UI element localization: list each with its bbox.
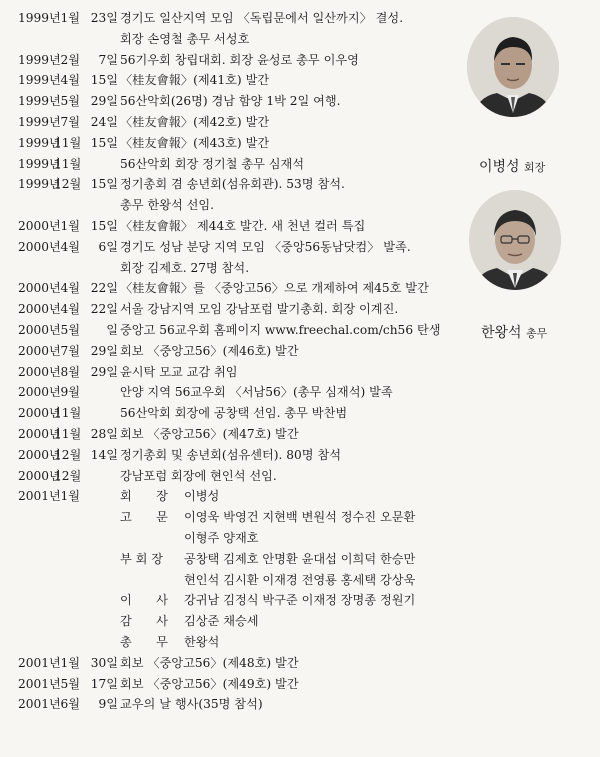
timeline-entry <box>18 674 478 695</box>
entry-date <box>18 362 120 383</box>
entry-year: 2000년 <box>18 218 61 233</box>
entry-month: 12월 <box>54 468 82 483</box>
entry-text: 윤시탁 모교 교감 취임 <box>120 364 238 379</box>
entry-text: 안양 지역 56교우회 〈서남56〉(총무 심재석) 발족 <box>120 385 393 400</box>
officer-names: 이병성 <box>184 489 220 504</box>
officer-row <box>120 590 478 611</box>
entry-month: 1월 <box>60 489 80 504</box>
entry-month: 8월 <box>60 364 80 379</box>
entry-text: 56산악회 회장 정기철 총무 심재석 <box>120 156 305 171</box>
timeline-entry <box>18 403 478 424</box>
entry-month: 7월 <box>60 343 80 358</box>
entry-day: 22일 <box>90 281 118 296</box>
timeline-entry <box>18 195 478 216</box>
officer-title <box>120 528 184 549</box>
entry-date <box>18 195 120 216</box>
entry-text: 56기우회 창립대회. 회장 윤성로 총무 이우영 <box>120 52 359 67</box>
entry-day: 23일 <box>90 11 118 25</box>
entry-day: 17일 <box>90 676 118 691</box>
entry-month: 11월 <box>54 406 82 421</box>
entry-text: 회장 김제호. 27명 참석. <box>120 260 250 275</box>
entry-date <box>18 237 120 258</box>
entry-day: 7일 <box>98 52 118 67</box>
entry-year: 1999년 <box>18 94 61 109</box>
entry-text: 총무 한왕석 선임. <box>120 198 215 213</box>
entry-date <box>18 8 120 29</box>
entry-day: 6일 <box>98 239 118 254</box>
entry-text: 서울 강남지역 모임 강남포럼 발기총회. 회장 이계진. <box>120 302 399 317</box>
timeline-entry <box>18 382 478 403</box>
timeline-entry <box>18 694 478 715</box>
entry-month: 5월 <box>60 94 80 109</box>
entry-text: 회보 〈중앙고56〉(제49호) 발간 <box>120 676 299 691</box>
entry-month: 1월 <box>60 218 80 233</box>
portrait-image <box>467 17 559 117</box>
entry-text: 〈桂友會報〉(제43호) 발간 <box>120 135 270 150</box>
entry-date <box>18 694 120 715</box>
officer-title: 부 회 장 <box>120 551 164 566</box>
portrait-image <box>469 190 561 290</box>
entry-date <box>18 50 120 71</box>
entry-day: 14일 <box>90 447 118 462</box>
entry-date <box>18 653 120 674</box>
entry-text: 〈桂友會報〉를 〈중앙고56〉으로 개제하여 제45호 발간 <box>120 281 429 296</box>
timeline-entry <box>18 8 478 29</box>
entry-year: 2001년 <box>18 676 61 691</box>
entry-year: 2001년 <box>18 655 61 670</box>
entry-day: 24일 <box>90 114 118 129</box>
entry-date <box>18 174 120 195</box>
officer-row <box>120 528 478 549</box>
entry-date <box>18 674 120 695</box>
secretary-caption <box>481 322 547 342</box>
entry-date <box>18 278 120 299</box>
officer-row <box>120 611 478 632</box>
entry-year: 2000년 <box>18 239 61 254</box>
entry-day: 15일 <box>90 177 118 192</box>
entry-day: 29일 <box>90 343 118 358</box>
timeline-entry <box>18 653 478 674</box>
entry-text: 경기도 일산지역 모임 〈독립문에서 일산까지〉 결성. <box>120 11 404 25</box>
president-photo <box>467 17 559 117</box>
officer-row <box>120 570 478 591</box>
officer-row <box>120 486 478 507</box>
entry-month: 4월 <box>60 239 80 254</box>
timeline-entry <box>18 91 478 112</box>
entry-date <box>18 466 120 487</box>
entry-year: 2000년 <box>18 385 61 400</box>
entry-date <box>18 70 120 91</box>
officer-row <box>120 549 478 570</box>
president-role: 회장 <box>524 161 546 174</box>
entry-year: 2000년 <box>18 281 61 296</box>
timeline-entry <box>18 486 478 507</box>
entry-year: 1999년 <box>18 156 61 171</box>
entry-month: 1월 <box>60 11 80 25</box>
entry-text: 〈桂友會報〉(제41호) 발간 <box>120 73 270 88</box>
timeline-entry <box>18 466 478 487</box>
entry-text: 중앙고 56교우회 홈페이지 www.freechal.com/ch56 탄생 <box>120 322 441 337</box>
entry-text: 회보 〈중앙고56〉(제47호) 발간 <box>120 426 299 441</box>
officer-names: 공창택 김제호 안명환 윤대섭 이희덕 한승만 <box>184 551 416 566</box>
entry-date <box>18 112 120 133</box>
entry-text: 〈桂友會報〉 제44호 발간. 새 천년 컬러 특집 <box>120 218 366 233</box>
entry-year: 1999년 <box>18 177 61 192</box>
entry-year: 1999년 <box>18 73 61 88</box>
entry-month: 4월 <box>60 281 80 296</box>
entry-month: 12월 <box>54 177 82 192</box>
entry-month: 5월 <box>60 676 80 691</box>
entry-month: 5월 <box>60 322 80 337</box>
timeline-entry <box>18 299 478 320</box>
entry-day: 15일 <box>90 73 118 88</box>
timeline <box>18 8 478 715</box>
timeline-entry <box>18 133 478 154</box>
entry-text: 56산악회(26명) 경남 함양 1박 2일 여행. <box>120 94 341 109</box>
entry-year: 1999년 <box>18 135 61 150</box>
entry-text: 경기도 성남 분당 지역 모임 〈중앙56동남닷컴〉 발족. <box>120 239 411 254</box>
entry-month: 12월 <box>54 447 82 462</box>
timeline-entry <box>18 362 478 383</box>
timeline-entry <box>18 216 478 237</box>
secretary-name: 한왕석 <box>481 325 522 341</box>
entry-year: 2000년 <box>18 322 61 337</box>
entry-month: 4월 <box>60 302 80 317</box>
entry-date <box>18 258 120 279</box>
entry-day: 22일 <box>90 302 118 317</box>
entry-year: 1999년 <box>18 52 61 67</box>
entry-text: 〈桂友會報〉(제42호) 발간 <box>120 114 270 129</box>
entry-day: 29일 <box>90 94 118 109</box>
entry-month: 11월 <box>54 135 82 150</box>
entry-day: 15일 <box>90 135 118 150</box>
entry-text: 회보 〈중앙고56〉(제48호) 발간 <box>120 655 299 670</box>
entry-day: 29일 <box>90 364 118 379</box>
entry-year: 1999년 <box>18 11 61 25</box>
entry-date <box>18 445 120 466</box>
timeline-entry <box>18 29 478 50</box>
entry-date <box>18 382 120 403</box>
entry-date <box>18 341 120 362</box>
entry-year: 2001년 <box>18 697 61 712</box>
entry-date <box>18 403 120 424</box>
entry-year: 2000년 <box>18 406 61 421</box>
entry-month: 2월 <box>60 52 80 67</box>
officer-names: 이형주 양재호 <box>184 530 259 545</box>
entry-date <box>18 320 120 341</box>
entry-month: 1월 <box>60 655 80 670</box>
entry-month: 11월 <box>54 156 82 171</box>
entry-month: 11월 <box>54 426 82 441</box>
timeline-entry <box>18 445 478 466</box>
entry-year: 2000년 <box>18 302 61 317</box>
president-name: 이병성 <box>479 159 520 175</box>
entry-text: 56산악회 회장에 공창택 선임. 총무 박찬범 <box>120 406 348 421</box>
timeline-entry <box>18 424 478 445</box>
timeline-entry <box>18 341 478 362</box>
entry-year: 2000년 <box>18 343 61 358</box>
timeline-entry <box>18 154 478 175</box>
entry-date <box>18 486 120 507</box>
officer-row <box>120 632 478 653</box>
officer-title: 회 장 <box>120 489 168 504</box>
entry-day: 일 <box>106 322 118 337</box>
officer-title <box>120 570 184 591</box>
entry-year: 2000년 <box>18 468 61 483</box>
entry-year: 2001년 <box>18 489 61 504</box>
entry-year: 1999년 <box>18 114 61 129</box>
officer-title: 이 사 <box>120 593 168 608</box>
officer-title: 고 문 <box>120 510 168 525</box>
officer-names: 강귀남 김정식 박구준 이재정 장명종 정원기 <box>184 593 416 608</box>
entry-day: 30일 <box>90 655 118 670</box>
entry-year: 2000년 <box>18 364 61 379</box>
officer-title: 총 무 <box>120 634 168 649</box>
entry-date <box>18 216 120 237</box>
officer-row <box>120 507 478 528</box>
secretary-role: 총무 <box>526 327 548 340</box>
entry-month: 7월 <box>60 114 80 129</box>
entry-text: 교우의 날 행사(35명 참석) <box>120 697 263 712</box>
entry-date <box>18 91 120 112</box>
entry-date <box>18 29 120 50</box>
entry-text: 회보 〈중앙고56〉(제46호) 발간 <box>120 343 299 358</box>
president-caption <box>479 156 545 176</box>
entry-day: 28일 <box>90 426 118 441</box>
entry-month: 6월 <box>60 697 80 712</box>
timeline-entry <box>18 112 478 133</box>
entry-date <box>18 133 120 154</box>
entry-date <box>18 424 120 445</box>
officer-names: 한왕석 <box>184 634 220 649</box>
entry-year: 2000년 <box>18 426 61 441</box>
officer-names: 이영욱 박영건 지현백 변원석 정수진 오문환 <box>184 510 416 525</box>
entry-date <box>18 299 120 320</box>
timeline-entry <box>18 258 478 279</box>
timeline-entry <box>18 50 478 71</box>
timeline-entry <box>18 320 478 341</box>
secretary-photo <box>469 190 561 290</box>
entry-month: 9월 <box>60 385 80 400</box>
timeline-entry <box>18 70 478 91</box>
entry-text: 정기총회 및 송년회(섬유센터). 80명 참석 <box>120 447 341 462</box>
entry-text: 정기총회 겸 송년회(섬유회관). 53명 참석. <box>120 177 345 192</box>
officer-names: 현인석 김시환 이재경 전영룡 홍세택 강상욱 <box>184 572 416 587</box>
officer-title: 감 사 <box>120 614 168 629</box>
entry-day: 15일 <box>90 218 118 233</box>
timeline-entry <box>18 237 478 258</box>
entry-year: 2000년 <box>18 447 61 462</box>
entry-text: 회장 손영철 총무 서성호 <box>120 31 250 46</box>
entry-date <box>18 154 120 175</box>
entry-text: 강남포럼 회장에 현인석 선임. <box>120 468 277 483</box>
entry-day: 9일 <box>98 697 118 712</box>
timeline-entry <box>18 278 478 299</box>
timeline-entry <box>18 174 478 195</box>
entry-month: 4월 <box>60 73 80 88</box>
officer-names: 김상준 채승세 <box>184 614 259 629</box>
